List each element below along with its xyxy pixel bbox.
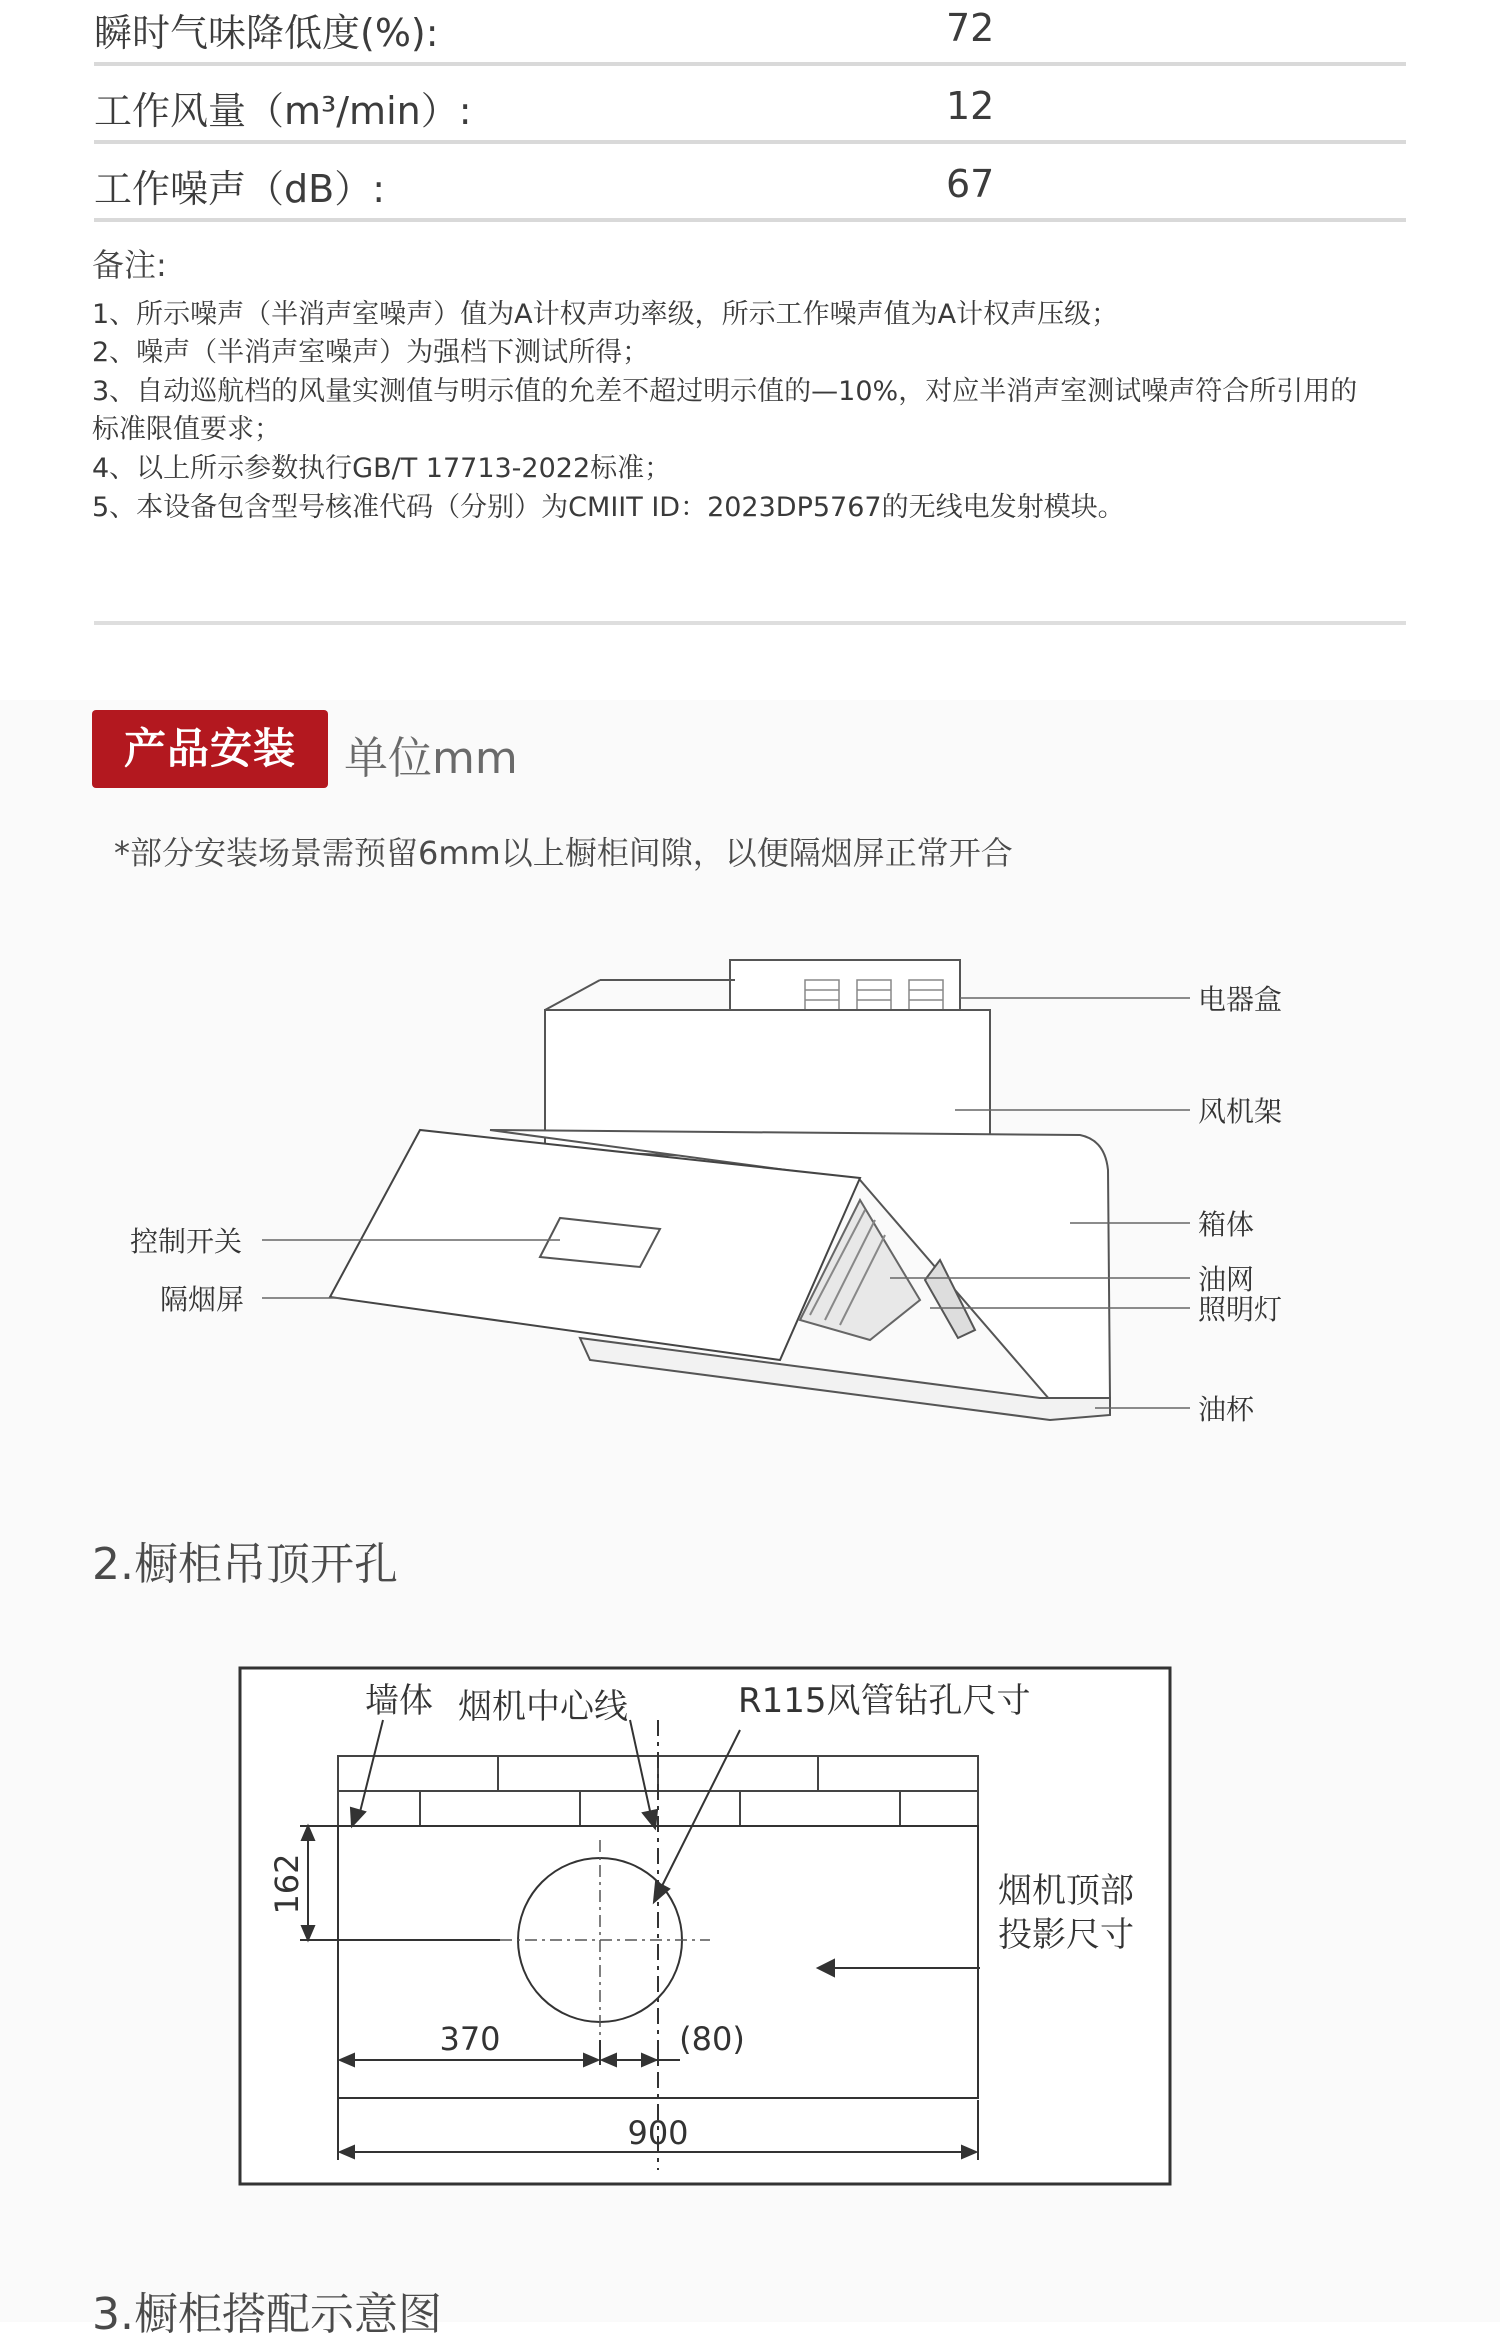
- spec-label: 瞬时气味降低度(%):: [94, 11, 439, 55]
- section-divider: [94, 621, 1406, 625]
- spec-divider: [94, 62, 1406, 66]
- label-body: 箱体: [1198, 1208, 1255, 1241]
- spec-value: 12: [946, 84, 995, 128]
- spec-value: 67: [946, 162, 995, 206]
- label-centerline: 烟机中心线: [458, 1687, 628, 1727]
- dimension-80: (80): [679, 2020, 745, 2058]
- label-projection-1: 烟机顶部: [998, 1871, 1134, 1911]
- note-line: 4、以上所示参数执行GB/T 17713-2022标准；: [92, 453, 672, 484]
- dimension-370: 370: [439, 2020, 501, 2058]
- cutout-section-title: 2.橱柜吊顶开孔: [92, 1539, 398, 1590]
- note-line: 3、自动巡航档的风量实测值与明示值的允差不超过明示值的—10%，对应半消声室测试噪声符合所引用的: [92, 376, 1358, 407]
- label-duct: R115风管钻孔尺寸: [738, 1681, 1031, 1721]
- install-badge: 产品安装: [92, 710, 328, 788]
- label-lamp: 照明灯: [1198, 1293, 1283, 1326]
- note-line: 1、所示噪声（半消声室噪声）值为A计权声功率级，所示工作噪声值为A计权声压级；: [92, 299, 1119, 330]
- install-note: *部分安装场景需预留6mm以上橱柜间隙，以便隔烟屏正常开合: [114, 834, 1013, 872]
- product-diagram: [0, 920, 1500, 1440]
- label-projection-2: 投影尺寸: [998, 1915, 1134, 1955]
- spec-label: 工作噪声（dB）:: [94, 167, 385, 211]
- dimension-900: 900: [627, 2114, 689, 2152]
- label-control-switch: 控制开关: [130, 1225, 243, 1258]
- label-oil-filter: 油网: [1198, 1263, 1255, 1296]
- spec-divider: [94, 140, 1406, 144]
- spec-value: 72: [946, 6, 995, 50]
- label-fan-frame: 风机架: [1198, 1095, 1283, 1128]
- dimension-162: 162: [268, 1853, 306, 1915]
- note-line: 2、噪声（半消声室噪声）为强档下测试所得；: [92, 337, 650, 368]
- spec-divider: [94, 218, 1406, 222]
- notes-title: 备注:: [92, 246, 167, 284]
- label-oil-cup: 油杯: [1198, 1393, 1255, 1426]
- note-line: 标准限值要求；: [92, 414, 281, 445]
- label-smoke-screen: 隔烟屏: [160, 1283, 245, 1316]
- matching-section-title: 3.橱柜搭配示意图: [92, 2289, 442, 2340]
- spec-label: 工作风量（m³/min）:: [94, 89, 472, 133]
- label-electric-box: 电器盒: [1198, 983, 1283, 1016]
- note-line: 5、本设备包含型号核准代码（分别）为CMIIT ID：2023DP5767的无线电发射模块。: [92, 492, 1125, 523]
- unit-label: 单位mm: [344, 733, 518, 784]
- label-wall: 墙体: [365, 1681, 433, 1721]
- cutout-diagram: [0, 1660, 1500, 2200]
